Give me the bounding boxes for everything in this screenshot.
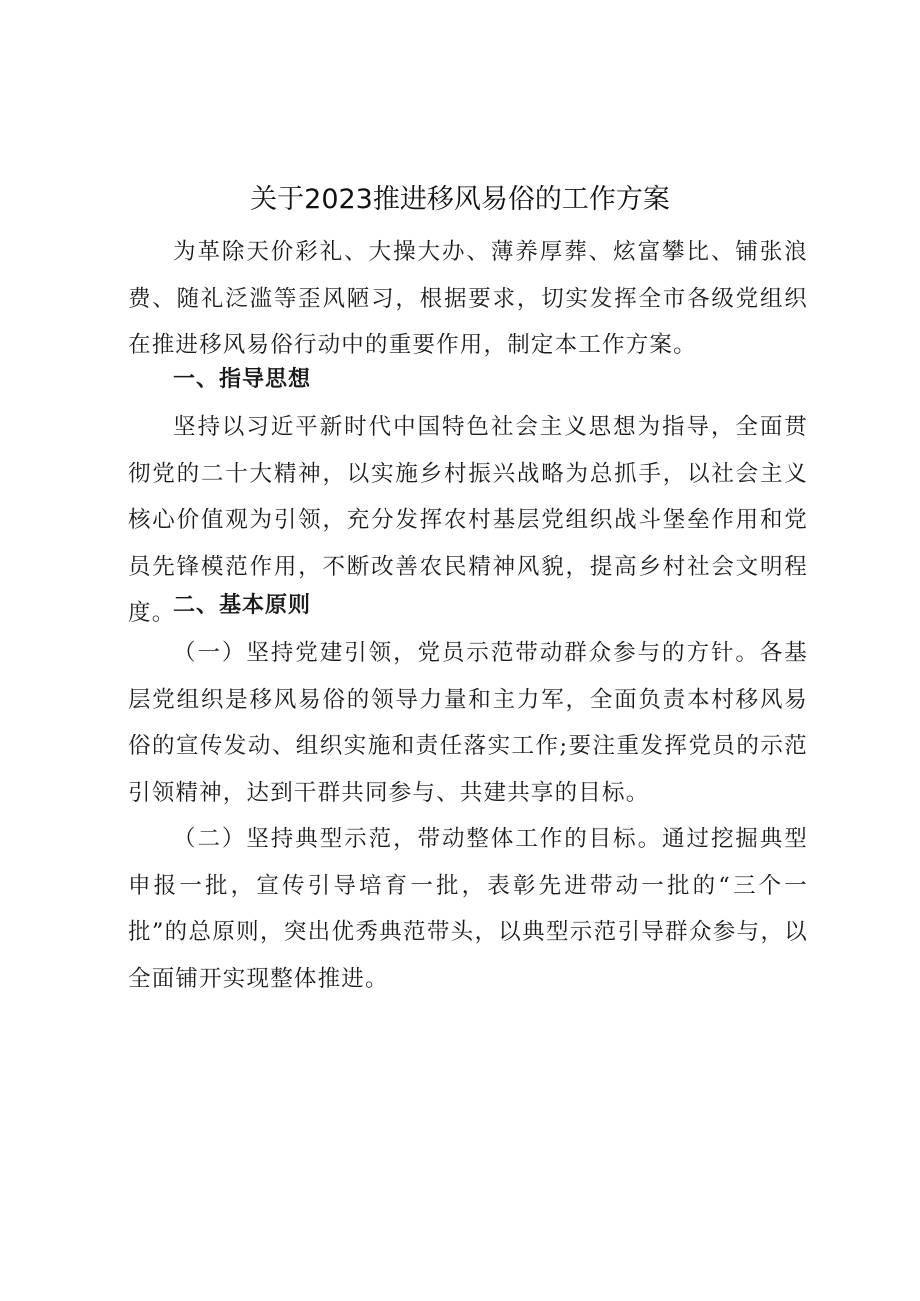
section-heading-basic-principles: 二、基本原则 (173, 593, 312, 618)
section-heading-guiding-ideology: 一、指导思想 (173, 367, 312, 392)
principle-paragraph-1: （一）坚持党建引领，党员示范带动群众参与的方针。各基层党组织是移风易俗的领导力量和主力军，全面负责本村移风易俗的宣传发动、组织实施和责任落实工作;要注重发挥党员的示范引领精神，达到干群共同参与、共建共享的目标。 (128, 640, 808, 806)
principle-paragraph-2: （二）坚持典型示范，带动整体工作的目标。通过挖掘典型申报一批，宣传引导培育一批，表彰先进带动一批的“三个一批”的总原则，突出优秀典范带头，以典型示范引导群众参与，以全面铺开实现整体推进。 (128, 826, 808, 992)
intro-paragraph: 为革除天价彩礼、大操大办、薄养厚葬、炫富攀比、铺张浪费、随礼泛滥等歪风陋习，根据要求，切实发挥全市各级党组织在推进移风易俗行动中的重要作用，制定本工作方案。 (128, 239, 808, 358)
guiding-ideology-paragraph: 坚持以习近平新时代中国特色社会主义思想为指导，全面贯彻党的二十大精神，以实施乡村振兴战略为总抓手，以社会主义核心价值观为引领，充分发挥农村基层党组织战斗堡垒作用和党员先锋模范作用，不断改善农民精神风貌，提高乡村社会文明程度。 (128, 414, 808, 626)
document-title: 关于2023推进移风易俗的工作方案 (250, 184, 670, 215)
